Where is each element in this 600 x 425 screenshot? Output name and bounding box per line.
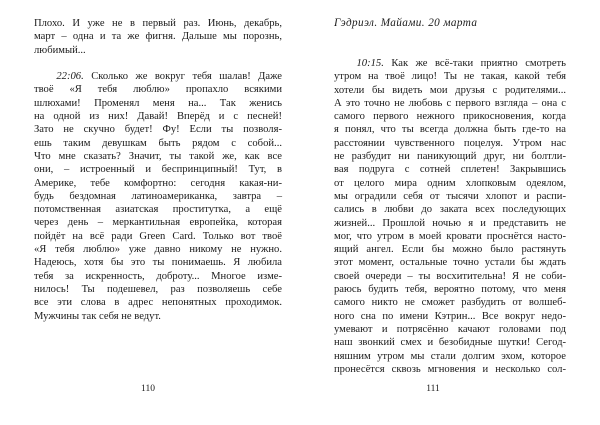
- left-p1-line: Плохо. И уже не в первый раз. Июнь, декабрь,: [34, 18, 282, 29]
- right-p-line: мог, что утром в моей кровати проснётся насто-: [334, 230, 566, 242]
- right-p-line: своей очереди – ты восхитительна! Я не соби-: [334, 270, 566, 282]
- right-p-line: жизней... Прошлой ночью я и представить не: [334, 217, 566, 229]
- left-p2-line: Что мне сказать? Значит, ты такой же, как все: [34, 150, 282, 162]
- left-p1-line: любимый...: [34, 44, 86, 56]
- left-p2-line: шлюхами! Променял меня на... Так женись: [34, 97, 282, 109]
- left-p2-line: потомственная азиатская проститутка, а ещё: [34, 204, 282, 216]
- right-p-line: пронесётся сквозь мгновения и несколько сол-: [334, 363, 566, 375]
- right-page-text: [334, 57, 566, 376]
- right-p-line: этот момент, остальные точно устали бы ждать: [334, 257, 566, 269]
- right-p-line: наш звонкий смех и безобидные шутки! Сегод-: [334, 337, 566, 349]
- left-p2-line: пойдёт на всё ради Green Card. Только вот твоё: [34, 230, 282, 242]
- left-p2-line: Мужчины так себя не ведут.: [34, 310, 161, 322]
- right-p-line: расстоянии чувственного поцелуя. Утром нас: [334, 137, 566, 149]
- left-p2-line: будь бездомная латиноамериканка, завтра –: [34, 190, 282, 202]
- left-p2-line: они, – истроенный и беспринципный! Тут, в: [34, 164, 282, 176]
- right-p-line: мы оградили себя от тысячи хлопот и распи-: [334, 190, 566, 202]
- page-number: 111: [426, 384, 440, 394]
- right-p-first-line: [334, 57, 566, 70]
- right-p-line: не разбудит ни паникующий друг, ни болтли-: [334, 151, 566, 163]
- left-p2-line: твоё «Я тебя люблю» пропахло всякими: [34, 84, 282, 96]
- right-p-line: умевают и потрясённо качают головами под: [334, 323, 566, 335]
- left-p2-line: Америке, тебе комфортно: сегодня какая-ни-: [34, 177, 282, 189]
- right-p-line: Как же всё-таки приятно смотреть: [383, 58, 567, 69]
- right-p-line: самого никто не сможет разбудить от волшеб-: [334, 297, 566, 309]
- left-p2-line: нилось! Ты подешевел, раз позволяешь себе: [34, 283, 282, 295]
- right-p-line: самого первого нежного прикосновения, когда: [334, 111, 566, 123]
- right-p-line: раюсь будить тебя, вероятно потому, что меня: [334, 284, 566, 296]
- page-number: 110: [141, 384, 155, 394]
- left-p2-line: на одной из них! Давай! Вперёд и с песней!: [34, 111, 282, 123]
- left-p2-line: тебя за искренность, доброту... Многое изме-: [34, 270, 282, 282]
- right-p-line: сались в любви до заката всех последующих: [334, 204, 566, 216]
- left-p2-time: 22:06.: [56, 71, 84, 83]
- left-p2-line: ешь таким девушкам быть рядом с собой...: [34, 137, 282, 149]
- left-p2-line: Надеюсь, хотя бы это ты понимаешь. Я любила: [34, 257, 282, 269]
- right-p-line: ного сна по имени Кэтрин... Все вокруг недо-: [334, 310, 566, 322]
- right-p-line: я понял, что ты всегда должна быть где-то на: [334, 124, 566, 136]
- right-page: [300, 0, 600, 425]
- right-p-line: ящий ангел. Если бы можно было растянуть: [334, 244, 566, 256]
- left-p2-line: «Я тебя люблю» уже давно никому не нужно.: [34, 244, 282, 256]
- right-p-time: 10:15.: [356, 58, 384, 69]
- right-p-line: вая подруга с сотней сплетен! Закрывшись: [334, 164, 566, 176]
- left-p2-first-line: [34, 70, 282, 83]
- left-p2-line: Сколько же вокруг тебя шалав! Даже: [83, 71, 282, 83]
- right-p-line: няшним утром мы стали долгим эхом, которое: [334, 350, 566, 362]
- left-p2-line: через день – меркантильная европейка, которая: [34, 217, 282, 229]
- right-p-line: от целого мира одним хлопковым одеялом,: [334, 177, 566, 189]
- right-p-line: А это точно не любовь с первого взгляда – она с: [334, 97, 566, 109]
- left-p2-line: Зато не скучно будет! Фу! Если ты позволя-: [34, 124, 282, 136]
- right-p-line: утром на твоё лицо! Ты не такая, какой тебя: [334, 71, 566, 83]
- right-p-line: хотели бы видеть мои друзья с родителями...: [334, 84, 566, 96]
- left-page-text: [34, 17, 282, 323]
- chapter-heading: Гэдриэл. Майами. 20 марта: [334, 17, 478, 29]
- left-p1-line: март – одна и та же фигня. Дальше мы порознь,: [34, 31, 282, 43]
- left-p2-line: все эти слова в адрес непонятных проходимок.: [34, 297, 282, 309]
